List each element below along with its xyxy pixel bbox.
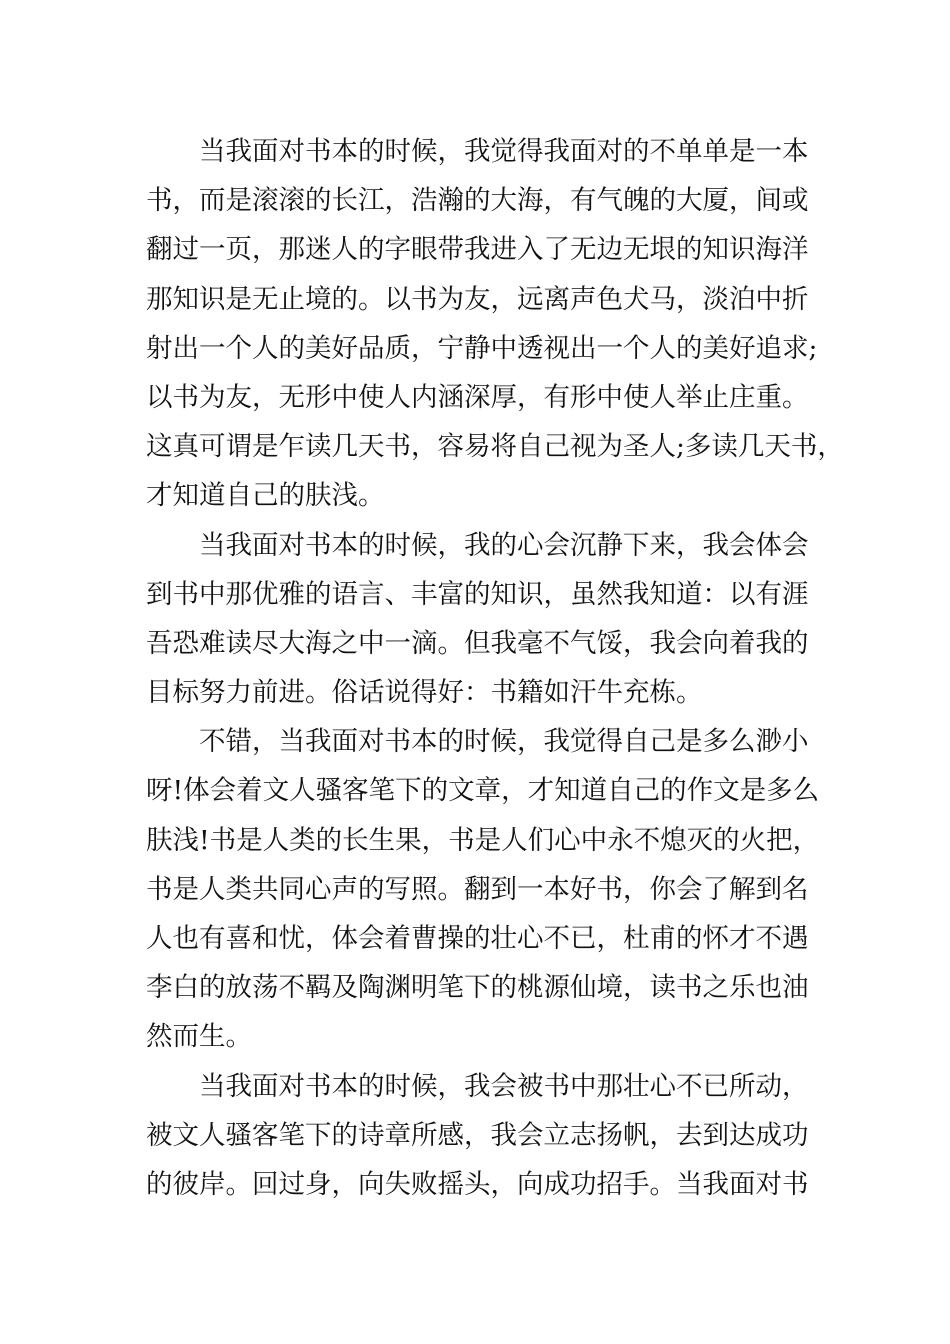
text-line: 到书中那优雅的语言、丰富的知识，虽然我知道：以有涯 [146,578,809,610]
text-line: 当我面对书本的时候，我的心会沉静下来，我会体会 [199,529,809,561]
text-line: 然而生。 [146,1021,252,1053]
text-line: 射出一个人的美好品质，宁静中透视出一个人的美好追求; [146,332,818,364]
text-line: 被文人骚客笔下的诗章所感，我会立志扬帆，去到达成功 [146,1119,809,1151]
text-line: 才知道自己的肤浅。 [146,480,385,512]
text-line: 以书为友，无形中使人内涵深厚，有形中使人举止庄重。 [146,381,809,413]
text-line: 书，而是滚滚的长江，浩瀚的大海，有气魄的大厦，间或 [146,185,809,217]
text-line: 人也有喜和忧，体会着曹操的壮心不已，杜甫的怀才不遇 [146,923,809,954]
text-line: 这真可谓是乍读几天书，容易将自己视为圣人;多读几天书， [146,431,844,463]
text-line: 目标努力前进。俗话说得好：书籍如汗牛充栋。 [146,677,703,709]
text-line: 当我面对书本的时候，我会被书中那壮心不已所动， [199,1070,809,1102]
text-line: 的彼岸。回过身，向失败摇头，向成功招手。当我面对书 [146,1168,809,1200]
text-line: 肤浅!书是人类的长生果，书是人们心中永不熄灭的火把， [146,824,820,856]
text-line: 呀!体会着文人骚客笔下的文章，才知道自己的作文是多么 [146,775,820,807]
document-body [146,127,844,1209]
text-line: 书是人类共同心声的写照。翻到一本好书，你会了解到名 [146,873,809,905]
text-line: 吾恐难读尽大海之中一滴。但我毫不气馁，我会向着我的 [146,627,809,659]
text-line: 当我面对书本的时候，我觉得我面对的不单单是一本 [199,136,809,167]
text-line: 李白的放荡不羁及陶渊明笔下的桃源仙境，读书之乐也油 [146,972,809,1004]
text-line: 不错，当我面对书本的时候，我觉得自己是多么渺小 [199,726,809,758]
text-line: 翻过一页，那迷人的字眼带我进入了无边无垠的知识海洋 [146,234,809,266]
text-line: 那知识是无止境的。以书为友，远离声色犬马，淡泊中折 [146,283,809,315]
